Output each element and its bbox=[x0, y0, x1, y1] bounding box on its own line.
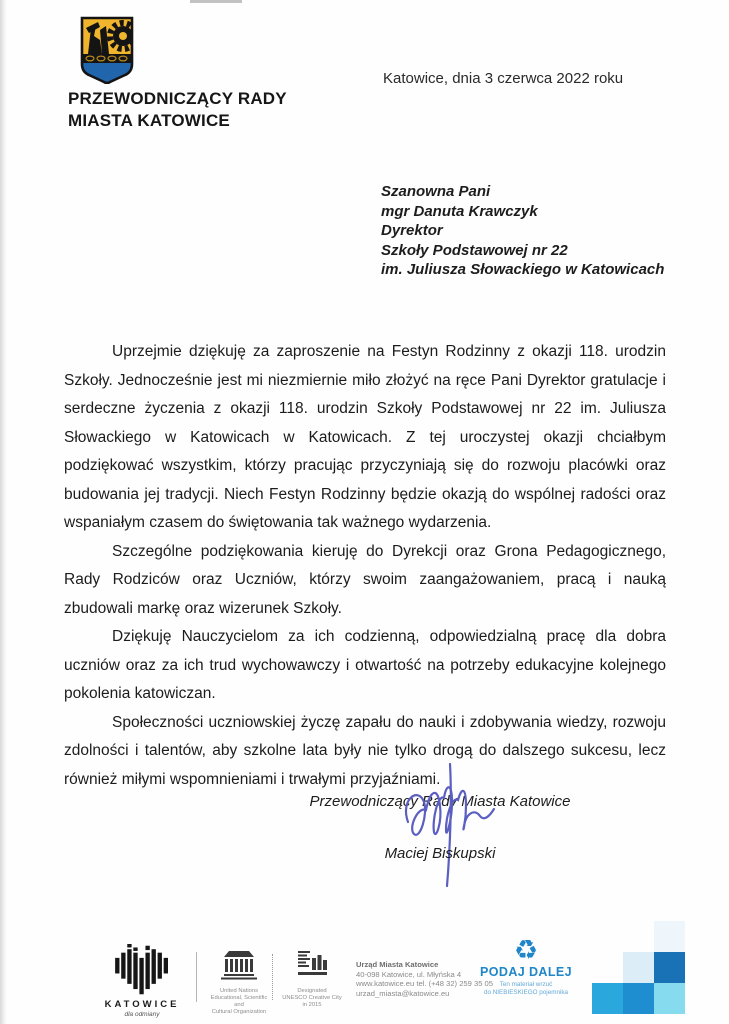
katowice-logo-name: KATOWICE bbox=[104, 999, 180, 1010]
address-line: urzad_miasta@katowice.eu bbox=[356, 988, 450, 998]
recipient-line: Dyrektor bbox=[381, 222, 443, 239]
unesco-caption-line: United Nations bbox=[219, 988, 259, 994]
address-line: 40-098 Katowice, ul. Młyńska 4 bbox=[356, 969, 462, 979]
recipient-line: Szkoły Podstawowej nr 22 bbox=[381, 241, 568, 259]
creative-city-caption-line: in 2015 bbox=[302, 1002, 322, 1008]
address-line: Urząd Miasta Katowice bbox=[356, 960, 439, 969]
katowice-logo-tagline: dla odmiany bbox=[124, 1011, 160, 1018]
creative-city-caption-line: UNESCO Creative City bbox=[282, 995, 342, 1001]
podaj-dalej-subtitle bbox=[478, 981, 574, 996]
signature-role: Przewodniczący Rady Miasta Katowice bbox=[309, 793, 571, 810]
footer-divider bbox=[196, 952, 197, 1002]
katowice-heart-logo bbox=[96, 944, 188, 1018]
office-title-line1: PRZEWODNICZĄCY RADY bbox=[68, 89, 287, 108]
body-paragraph: Społeczności uczniowskiej życzę zapału do nauki i zdobywania wiedzy, rozwoju zdolności i talentów, aby szkolne lata były nie tylko drogą do dalszego sukcesu, lecz również miłymi wspomnieniami i trwałymi przyjaźniami. bbox=[64, 713, 666, 788]
footer bbox=[0, 930, 729, 1024]
handwritten-signature bbox=[392, 760, 510, 888]
unesco-caption-line: Educational, Scientific and bbox=[210, 995, 268, 1008]
unesco-creative-city-logo bbox=[279, 950, 345, 1009]
heart-bars-icon bbox=[111, 944, 173, 996]
dateline: Katowice, dnia 3 czerwca 2022 roku bbox=[383, 70, 624, 87]
body-paragraph: Uprzejmie dziękuję za zaproszenie na Festyn Rodzinny z okazji 118. urodzin Szkoły. Jednocześnie jest mi niezmiernie miło złożyć na ręce Pani Dyrektor gratulacje i serdeczne życzenia z okazji 118. urodzin Szkoły Podstawowej nr 22 im. Juliusza Słowackiego w Katowicach w Katowicach. Z tej uroczystej okazji chciałbym podziękować wszystkim, którzy pracując przyczyniają się do rozwoju placówki oraz budowania jej tradycji. Niech Festyn Rodzinny będzie okazją do wspólnej radości oraz wspaniałym czasem do świętowania tak ważnego wydarzenia. bbox=[64, 343, 666, 531]
address-line: www.katowice.eu tel. (+48 32) 259 35 05 bbox=[356, 979, 493, 989]
body-paragraph: Szczególne podziękowania kieruję do Dyrekcji oraz Grona Pedagogicznego, Rady Rodziców oraz Uczniów, którzy swoim zaangażowaniem, pracą i nauką zbudowali markę oraz wizerunek Szkoły. bbox=[64, 542, 666, 617]
recipient-line: mgr Danuta Krawczyk bbox=[381, 202, 538, 220]
recipient-block bbox=[381, 182, 664, 280]
katowice-coat-of-arms-icon bbox=[80, 16, 134, 84]
footer-dotted-divider bbox=[272, 954, 273, 1000]
creative-city-icon bbox=[292, 950, 332, 980]
recipient-line: im. Juliusza Słowackiego w Katowicach bbox=[381, 261, 665, 278]
unesco-temple-icon bbox=[218, 950, 260, 980]
podaj-dalej-logo bbox=[478, 936, 574, 996]
creative-city-caption-line: Designated bbox=[297, 988, 327, 994]
signature-name: Maciej Biskupski bbox=[384, 845, 496, 862]
creative-city-caption bbox=[279, 988, 345, 1009]
unesco-caption-line: Cultural Organization bbox=[211, 1009, 267, 1015]
scan-mark-artifact bbox=[190, 0, 242, 3]
unesco-caption bbox=[208, 988, 270, 1016]
office-title bbox=[68, 88, 287, 132]
podaj-dalej-sub-line: Ten materiał wrzuć bbox=[499, 981, 553, 988]
letter-body bbox=[64, 338, 666, 794]
office-title-line2: MIASTA KATOWICE bbox=[68, 111, 230, 130]
recipient-line: Szanowna Pani bbox=[381, 183, 491, 200]
unesco-logo bbox=[208, 950, 270, 1016]
recycle-icon: ♻ bbox=[513, 935, 539, 965]
podaj-dalej-sub-line: do NIEBIESKIEGO pojemnika bbox=[484, 988, 568, 996]
body-paragraph: Dziękuję Nauczycielom za ich codzienną, odpowiedzialną pracę dla dobra uczniów oraz za ich trud wychowawczy i otwartość na potrzeby edukacyjne kolejnego pokolenia katowiczan. bbox=[64, 628, 666, 702]
scan-edge-artifact bbox=[0, 0, 7, 1024]
podaj-dalej-title: PODAJ DALEJ bbox=[480, 965, 572, 979]
city-hall-address bbox=[356, 960, 493, 998]
